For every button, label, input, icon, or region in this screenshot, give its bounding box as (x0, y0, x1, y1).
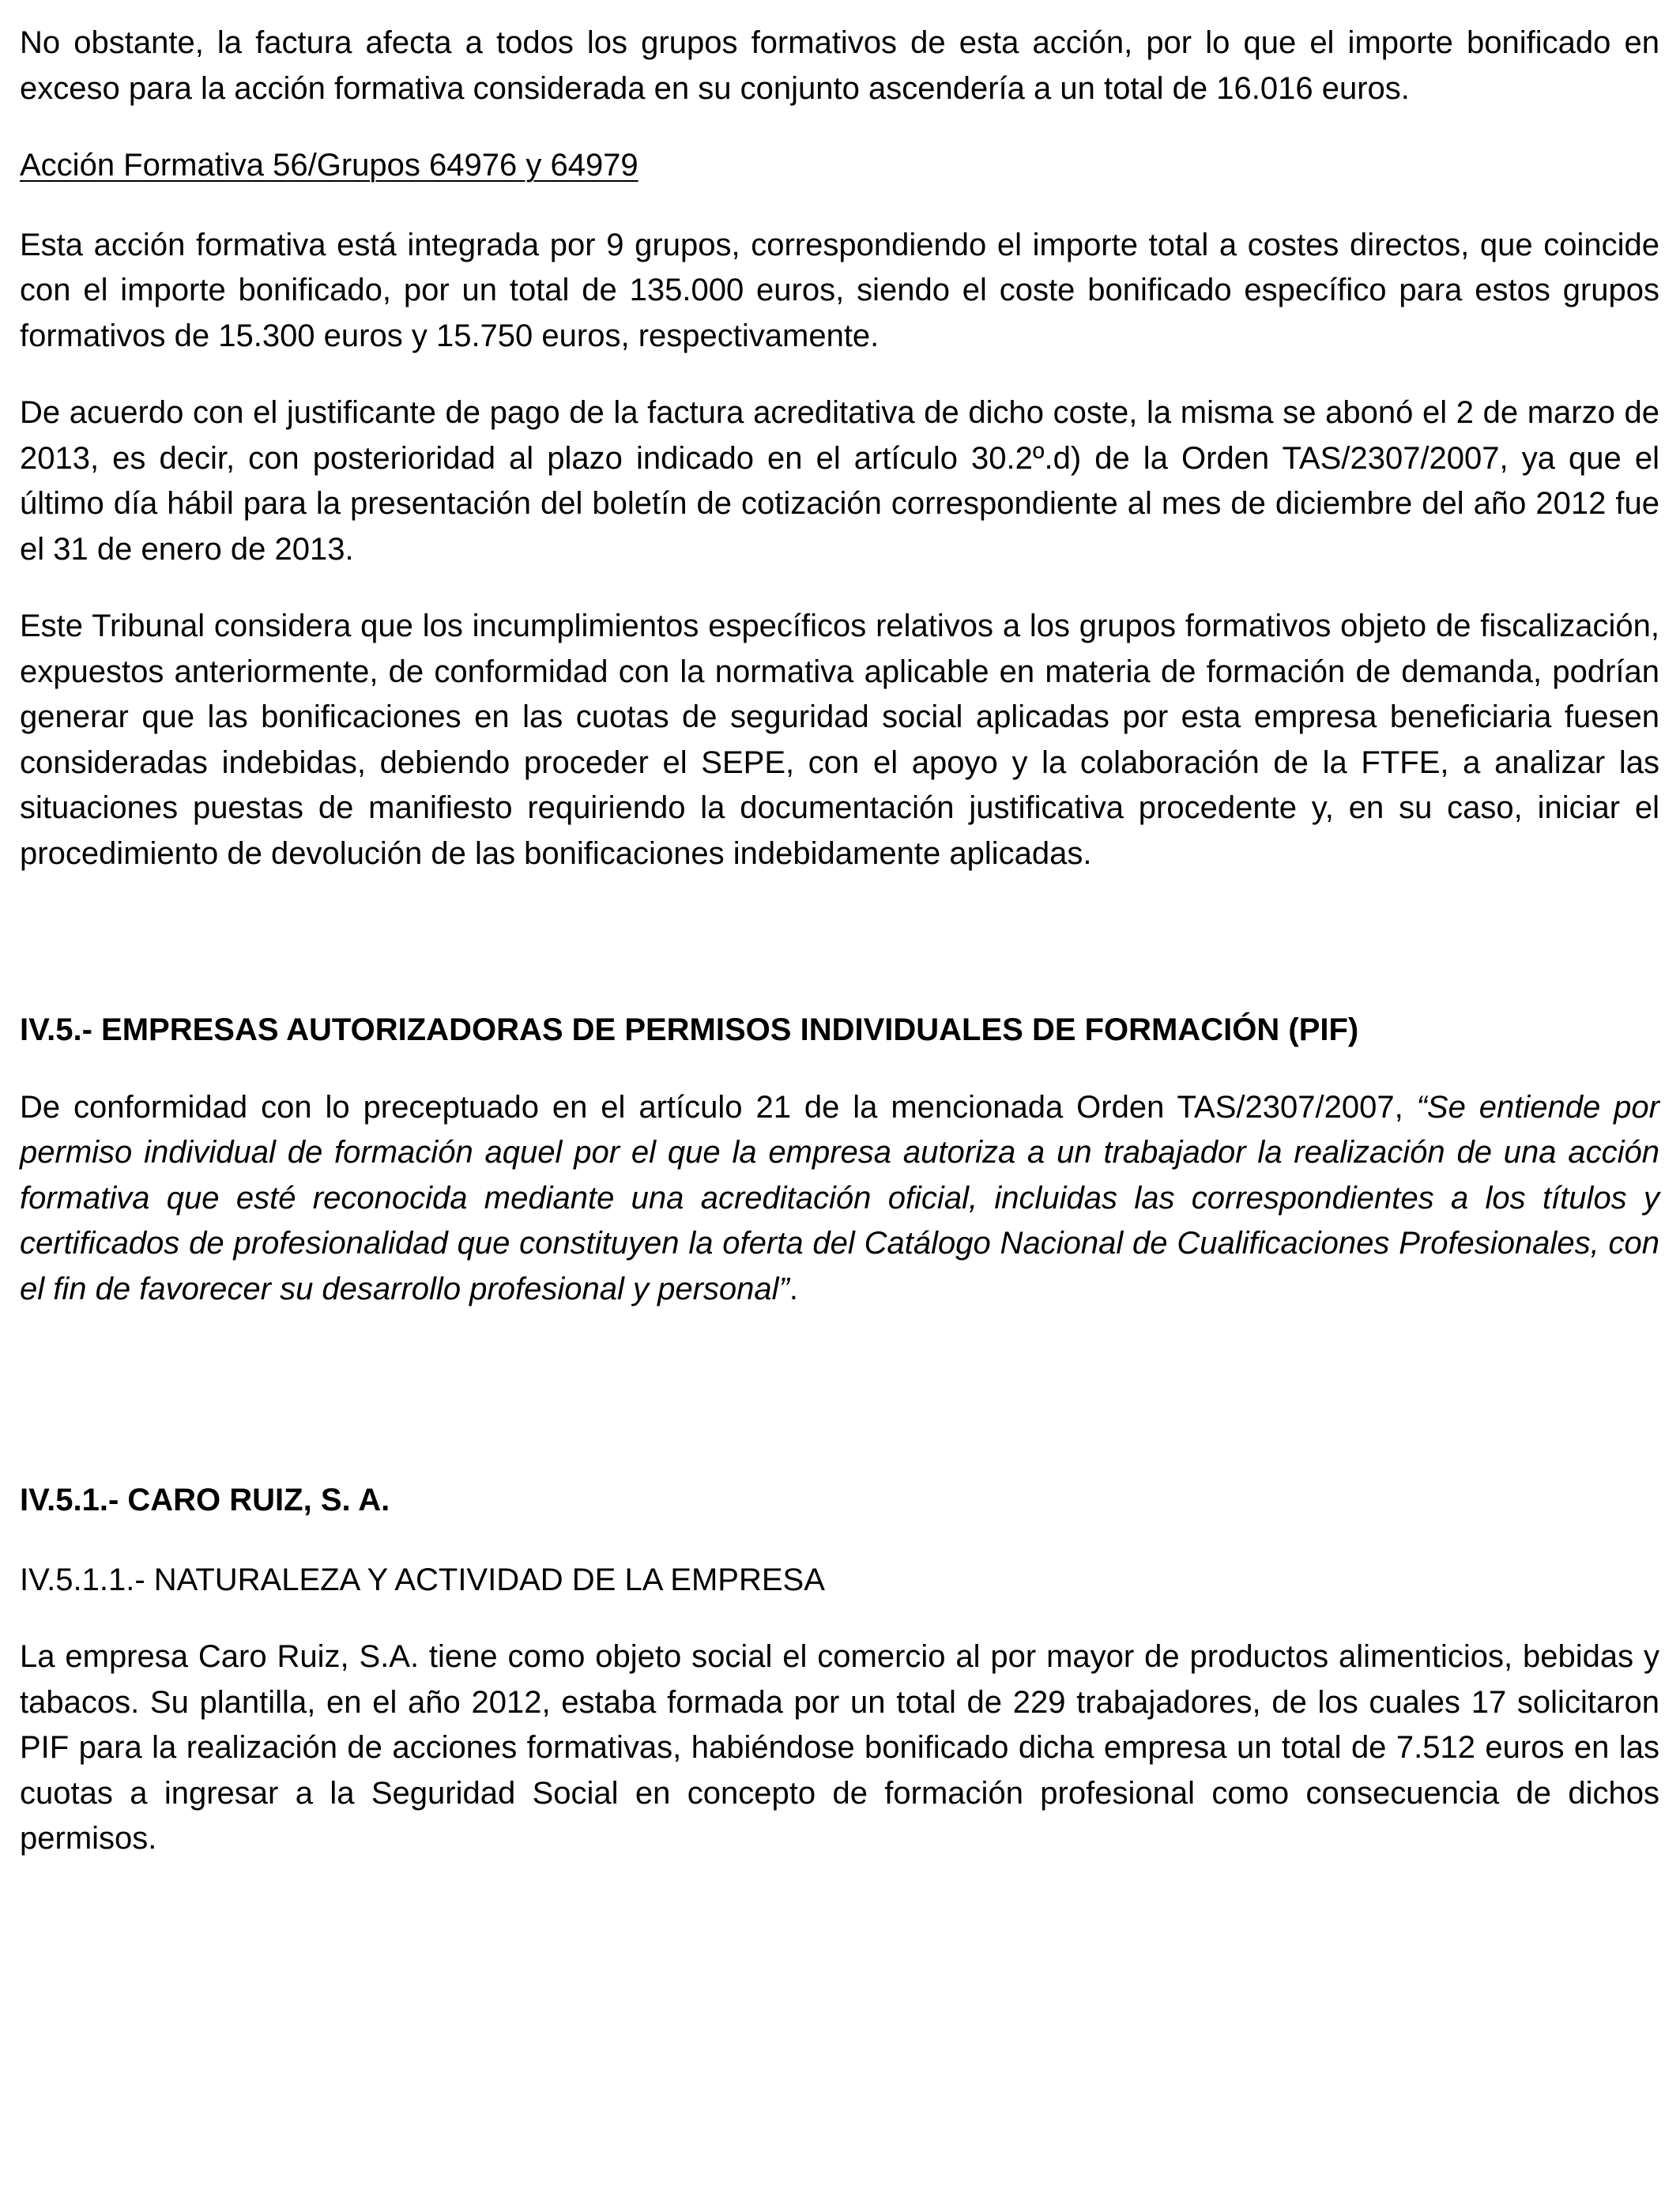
heading-accion-formativa-56 (20, 143, 1659, 189)
intro-text: De conformidad con lo preceptuado en el artículo 21 de la mencionada Orden TAS/2307/2007, (20, 1089, 1417, 1125)
spacer (20, 189, 1659, 223)
section-heading-iv51: IV.5.1.- CARO RUIZ, S. A. (20, 1483, 390, 1517)
document-page (20, 21, 1659, 1862)
paragraph-accion-formativa-grupos: Esta acción formativa está integrada por 9 grupos, correspondiendo el importe total a costes directos, que coincide con el importe bonificado, por un total de 135.000 euros, siendo el coste bonificado específico para estos grupos formativos de 15.300 euros y 15.750 euros, respectivamente. (20, 227, 1659, 353)
paragraph-factura-exceso: No obstante, la factura afecta a todos los grupos formativos de esta acción, por lo que el importe bonificado en exceso para la acción formativa considerada en su conjunto ascendería a un total de 16.016 euros. (20, 25, 1659, 106)
spacer (20, 876, 1659, 1008)
underlined-heading-text: Acción Formativa 56/Grupos 64976 y 64979 (20, 148, 638, 183)
spacer (20, 1603, 1659, 1634)
quoted-definition: “Se entiende por permiso individual de formación aquel por el que la empresa autoriza a un trabajador la realización de una acción formativa que esté reconocida mediante una acreditación oficial, incluidas las correspondientes a los títulos y certificados de profesionalidad que constituyen la oferta del Catálogo Nacional de Cualificaciones Profesionales, con el fin de favorecer su desarrollo profesional y personal” (20, 1089, 1659, 1306)
spacer (20, 1524, 1659, 1558)
paragraph-caro-ruiz: La empresa Caro Ruiz, S.A. tiene como objeto social el comercio al por mayor de productos alimenticios, bebidas y tabacos. Su plantilla, en el año 2012, estaba formada por un total de 229 trabajadores, de los cuales 17 solicitaron PIF para la realización de acciones formativas, habiéndose bonificado dicha empresa un total de 7.512 euros en las cuotas a ingresar a la Seguridad Social en concepto de formación profesional como consecuencia de dichos permisos. (20, 1639, 1659, 1856)
spacer (20, 572, 1659, 604)
spacer (20, 111, 1659, 143)
paragraph-tribunal-considera: Este Tribunal considera que los incumplimientos específicos relativos a los grupos formativos objeto de fiscalización, expuestos anteriormente, de conformidad con la normativa aplicable en materia de formación de demanda, podrían generar que las bonificaciones en las cuotas de seguridad social aplicadas por esta empresa beneficiaria fuesen consideradas indebidas, debiendo proceder el SEPE, con el apoyo y la colaboración de la FTFE, a analizar las situaciones puestas de manifiesto requiriendo la documentación justificativa procedente y, en su caso, iniciar el procedimiento de devolución de las bonificaciones indebidamente aplicadas. (20, 609, 1659, 871)
section-heading-iv5: IV.5.- EMPRESAS AUTORIZADORAS DE PERMISOS INDIVIDUALES DE FORMACIÓN (PIF) (20, 1012, 1359, 1047)
paragraph-permiso-individual (20, 1085, 1659, 1313)
spacer (20, 1054, 1659, 1085)
subsection-heading-iv511: IV.5.1.1.- NATURALEZA Y ACTIVIDAD DE LA EMPRESA (20, 1562, 825, 1597)
spacer (20, 359, 1659, 390)
paragraph-justificante-pago: De acuerdo con el justificante de pago de la factura acreditativa de dicho coste, la misma se abonó el 2 de marzo de 2013, es decir, con posterioridad al plazo indicado en el artículo 30.2º.d) de la Orden TAS/2307/2007, ya que el último día hábil para la presentación del boletín de cotización correspondiente al mes de diciembre del año 2012 fue el 31 de enero de 2013. (20, 395, 1659, 567)
quote-end: . (789, 1271, 798, 1306)
spacer (20, 1312, 1659, 1478)
